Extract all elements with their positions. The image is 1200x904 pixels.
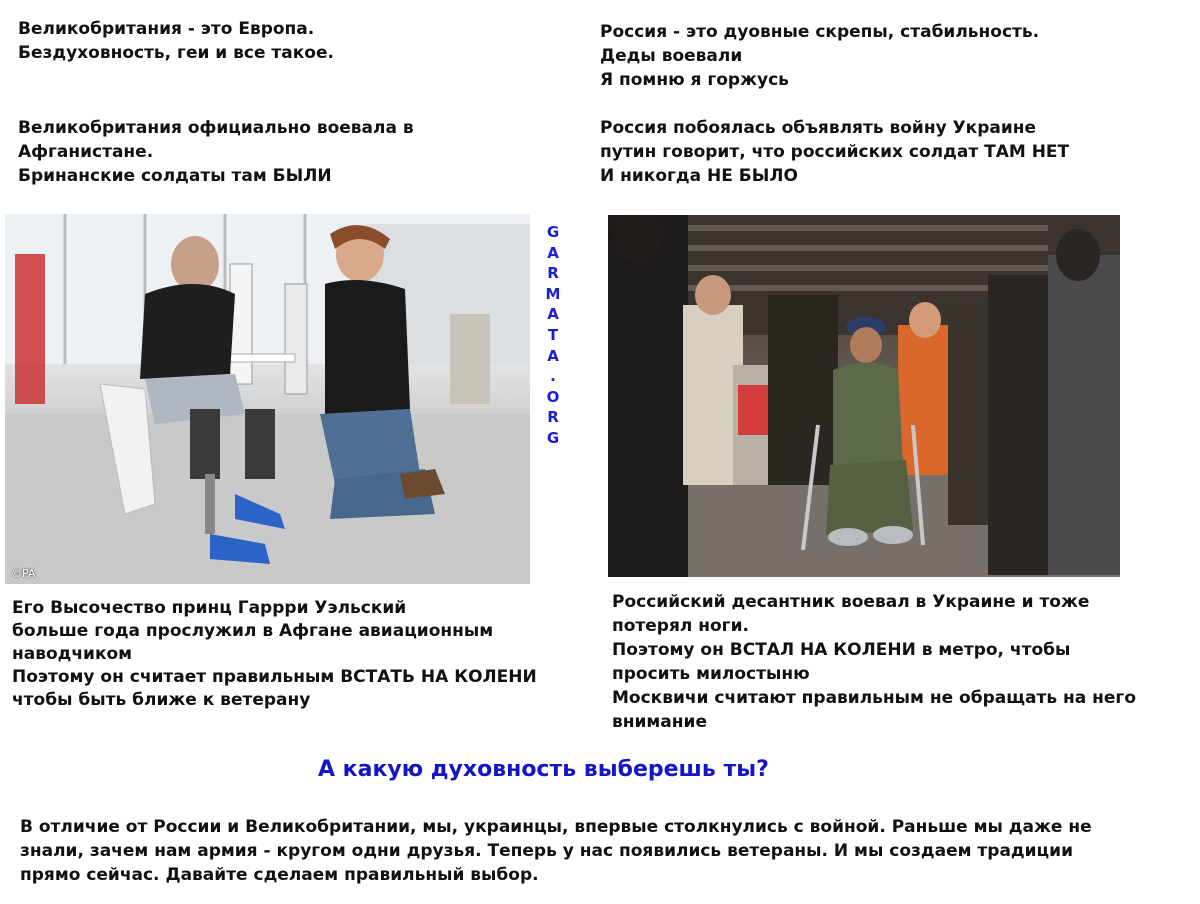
- text-line: Поэтому он считает правильным ВСТАТЬ НА КОЛЕНИ: [12, 667, 537, 687]
- text-line: внимание: [612, 712, 707, 732]
- text-line: Великобритания - это Европа.: [18, 19, 315, 39]
- text-line: Деды воевали: [600, 46, 743, 66]
- watermark-letter: M: [545, 284, 561, 303]
- text-line: знали, зачем нам армия - кругом одни друзья. Теперь у нас появились ветераны. И мы создаем традиции: [20, 841, 1073, 861]
- text-line: потерял ноги.: [612, 616, 749, 636]
- text-line: Бездуховность, геи и все такое.: [18, 43, 334, 63]
- photo-metro-veteran: [608, 215, 1120, 577]
- headline-question: А какую духовность выберешь ты?: [318, 757, 769, 782]
- photo-ru-illustration: [608, 215, 1120, 577]
- text-line: Москвичи считают правильным не обращать на него: [612, 688, 1136, 708]
- watermark-letter: T: [547, 325, 559, 344]
- text-line: просить милостыню: [612, 664, 810, 684]
- text-line: Афганистане.: [18, 142, 154, 162]
- photo-prince-and-veteran: [5, 214, 530, 584]
- text-line: Поэтому он ВСТАЛ НА КОЛЕНИ в метро, чтобы: [612, 640, 1071, 660]
- text-line: Великобритания официально воевала в: [18, 118, 414, 138]
- watermark-letter: O: [546, 387, 560, 406]
- watermark-letter: .: [550, 367, 556, 386]
- text-line: Я помню я горжусь: [600, 70, 789, 90]
- garmata-watermark: [543, 222, 563, 449]
- text-line: наводчиком: [12, 644, 133, 664]
- text-line: В отличие от России и Великобритании, мы, украинцы, впервые столкнулись с войной. Раньше мы даже не: [20, 817, 1092, 837]
- text-line: И никогда НЕ БЫЛО: [600, 166, 798, 186]
- ru-intro-text: [600, 20, 1039, 92]
- watermark-letter: A: [547, 305, 559, 324]
- ru-photo-caption: [612, 590, 1136, 734]
- text-line: прямо сейчас. Давайте сделаем правильный выбор.: [20, 865, 539, 885]
- photo-credit: ©PA: [11, 567, 36, 580]
- text-line: Российский десантник воевал в Украине и тоже: [612, 592, 1090, 612]
- text-line: Бринанские солдаты там БЫЛИ: [18, 166, 332, 186]
- text-line: Россия - это дуовные скрепы, стабильность.: [600, 22, 1040, 42]
- ru-war-text: [600, 116, 1069, 188]
- uk-war-text: [18, 116, 414, 188]
- watermark-letter: G: [546, 428, 560, 447]
- watermark-letter: R: [547, 264, 559, 283]
- text-line: чтобы быть ближе к ветерану: [12, 690, 311, 710]
- watermark-letter: G: [546, 223, 560, 241]
- watermark-letter: R: [547, 408, 559, 427]
- uk-intro-text: [18, 17, 334, 65]
- text-line: больше года прослужил в Афгане авиационным: [12, 621, 494, 641]
- text-line: путин говорит, что российских солдат ТАМ НЕТ: [600, 142, 1070, 162]
- text-line: Россия побоялась объявлять войну Украине: [600, 118, 1037, 138]
- text-line: Его Высочество принц Гаррри Уэльский: [12, 598, 407, 618]
- watermark-letter: A: [547, 346, 559, 365]
- uk-photo-caption: [12, 597, 537, 712]
- photo-uk-illustration: [5, 214, 530, 584]
- conclusion-paragraph: [20, 815, 1188, 887]
- watermark-letter: A: [547, 243, 559, 262]
